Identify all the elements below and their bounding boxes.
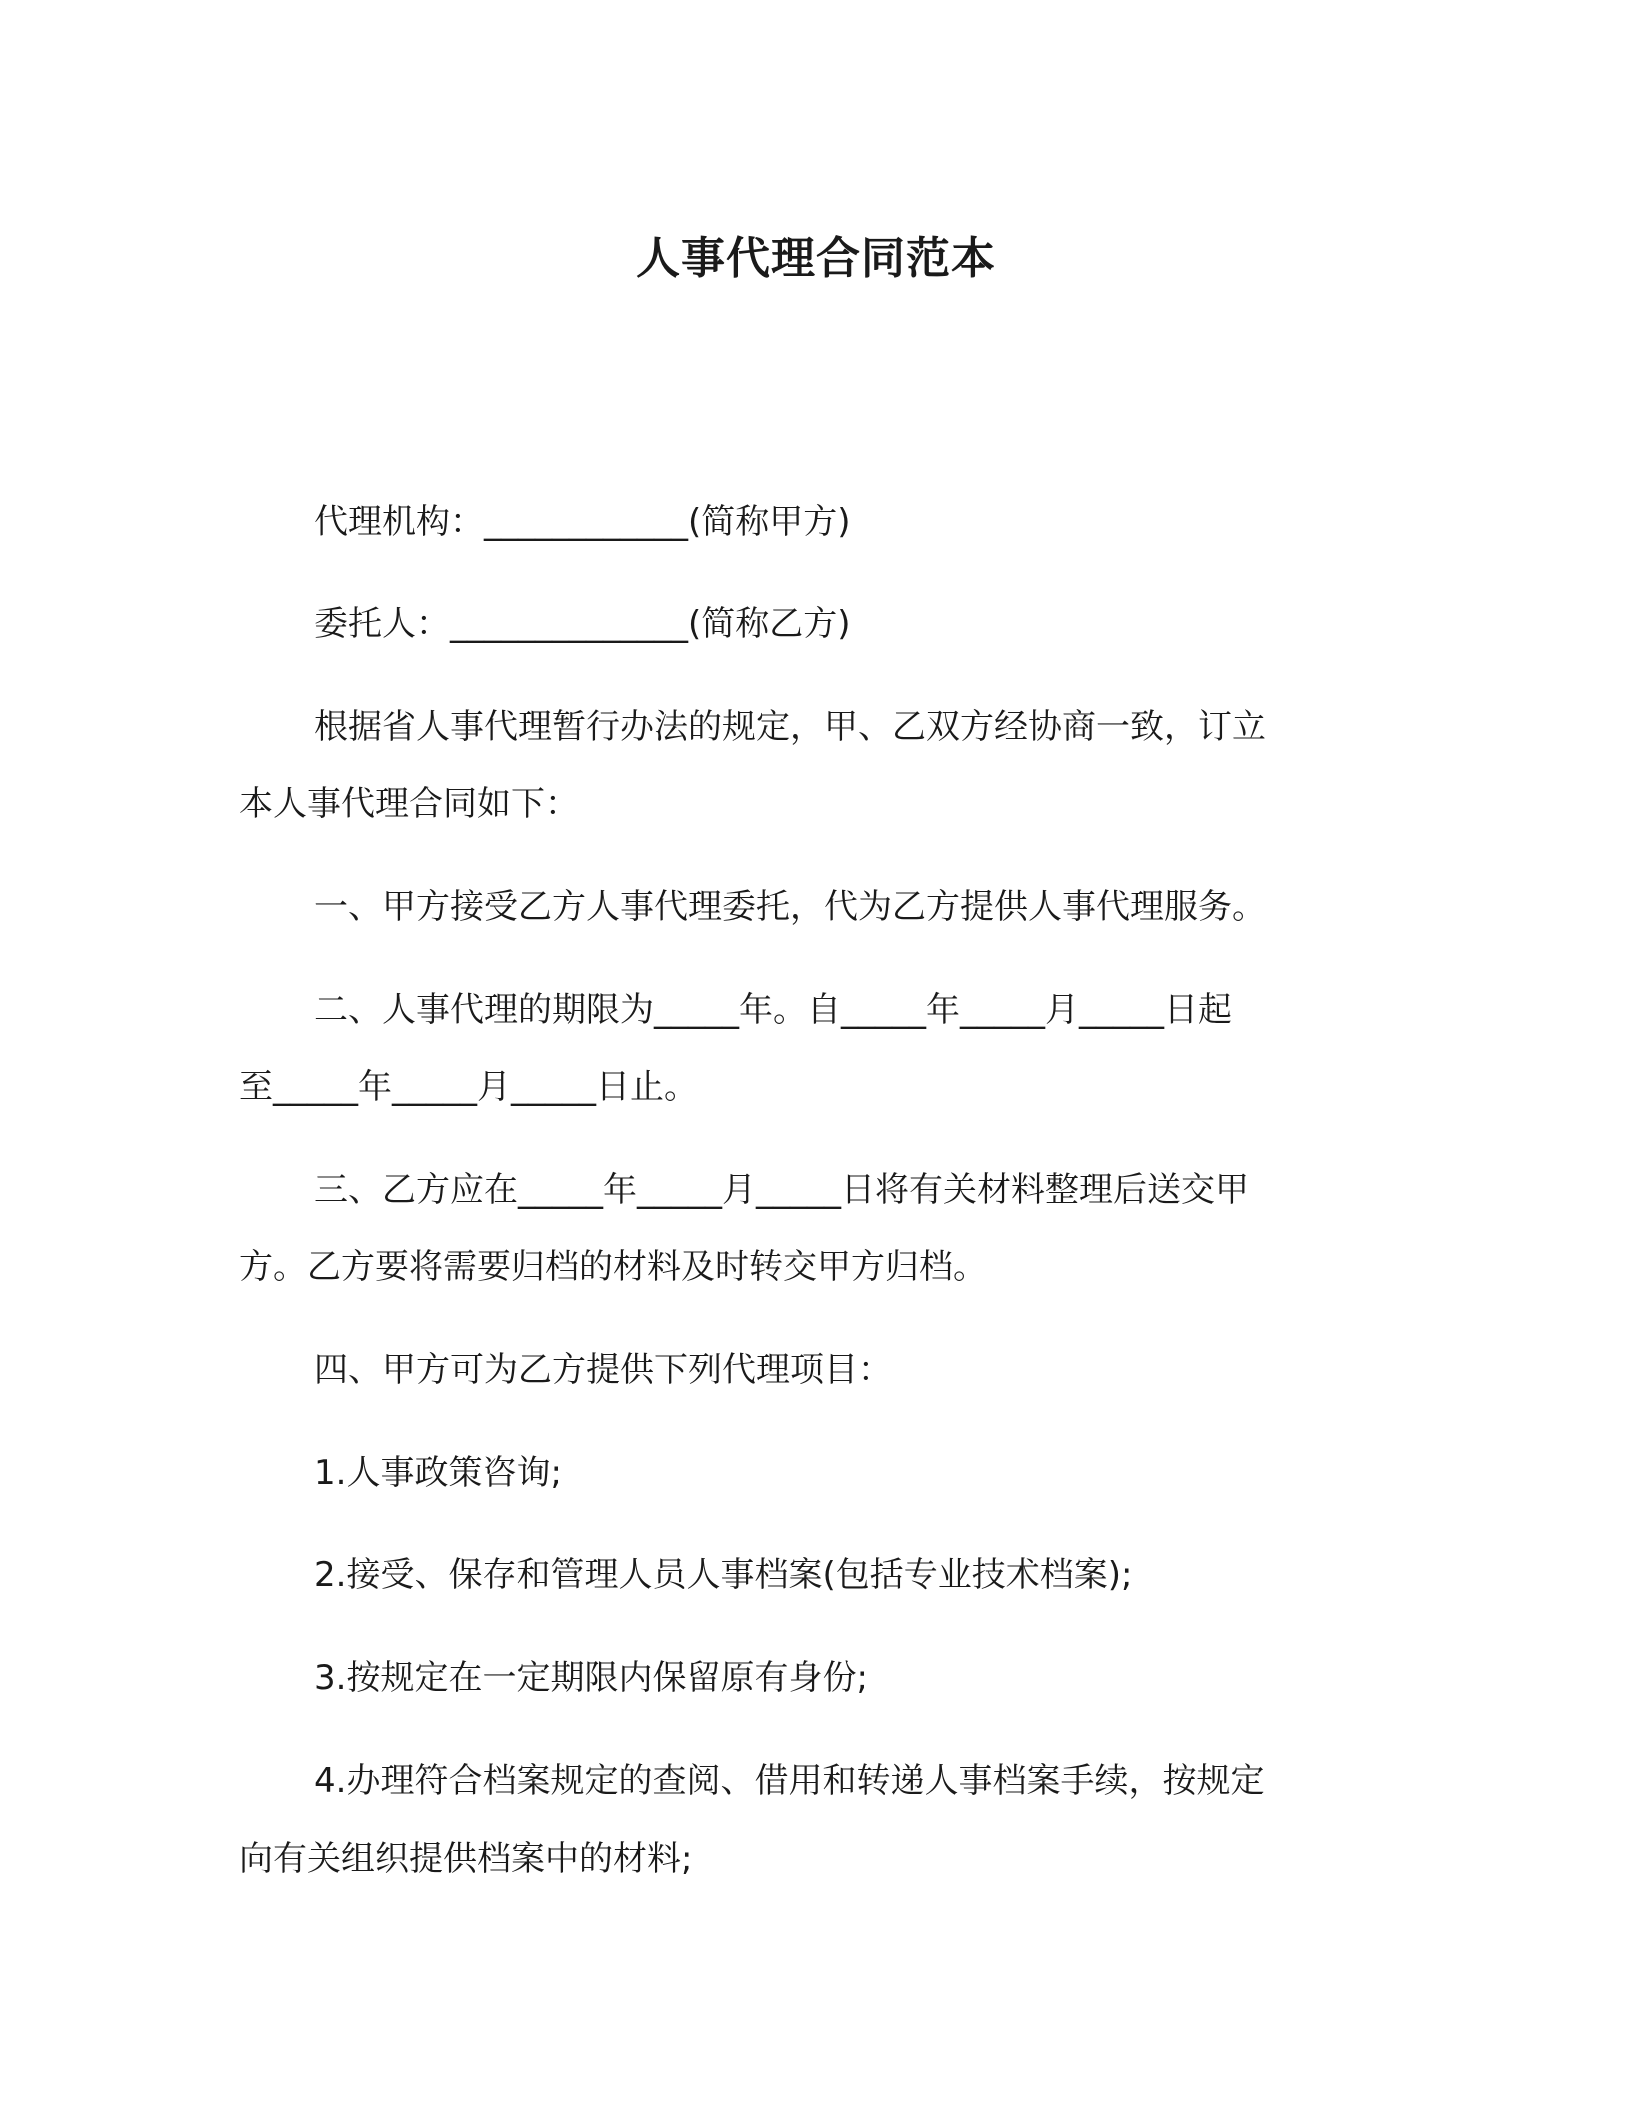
clause-1: 一、甲方接受乙方人事代理委托，代为乙方提供人事代理服务。 (314, 887, 1266, 927)
clause-2-line-1: 二、人事代理的期限为_____年。自_____年_____月_____日起 (314, 990, 1232, 1030)
item-1: 1.人事政策咨询; (314, 1453, 562, 1493)
clause-3-line-1: 三、乙方应在_____年_____月_____日将有关材料整理后送交甲 (314, 1170, 1249, 1210)
clause-2-line-2: 至_____年_____月_____日止。 (239, 1067, 698, 1107)
item-4-line-2: 向有关组织提供档案中的材料; (239, 1839, 693, 1879)
client-line: 委托人：______________(简称乙方) (314, 604, 851, 644)
document-title: 人事代理合同范本 (636, 233, 996, 284)
preamble-line-1: 根据省人事代理暂行办法的规定，甲、乙双方经协商一致，订立 (314, 707, 1266, 747)
item-4-line-1: 4.办理符合档案规定的查阅、借用和转递人事档案手续，按规定 (314, 1761, 1265, 1801)
preamble-line-2: 本人事代理合同如下： (239, 784, 579, 824)
agency-line: 代理机构：____________(简称甲方) (314, 502, 851, 542)
item-3: 3.按规定在一定期限内保留原有身份; (314, 1658, 868, 1698)
clause-4: 四、甲方可为乙方提供下列代理项目： (314, 1350, 892, 1390)
clause-3-line-2: 方。乙方要将需要归档的材料及时转交甲方归档。 (239, 1247, 987, 1287)
item-2: 2.接受、保存和管理人员人事档案(包括专业技术档案); (314, 1555, 1133, 1595)
